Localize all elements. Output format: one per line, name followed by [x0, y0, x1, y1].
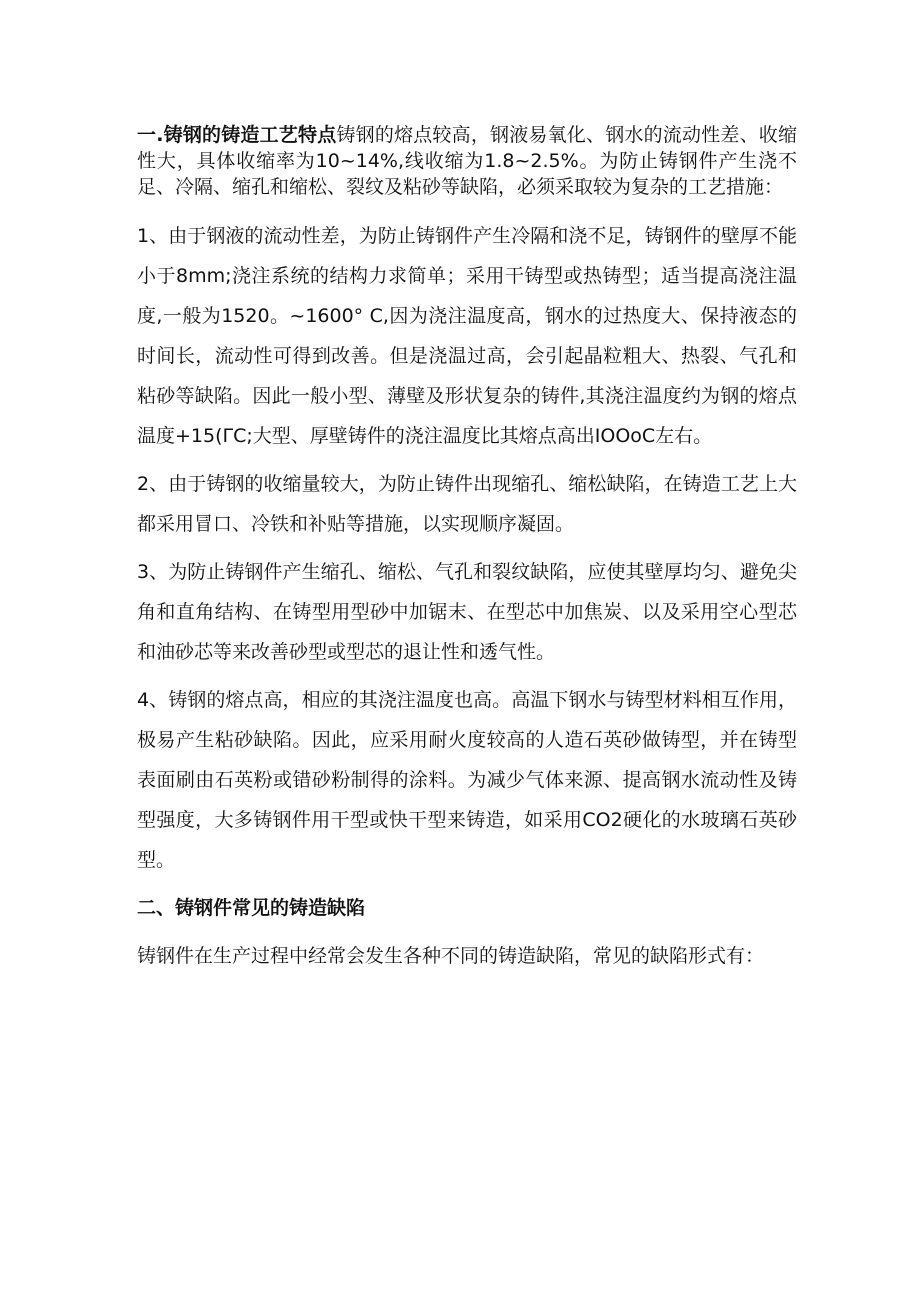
- paragraph-3: 3、为防止铸钢件产生缩孔、缩松、气孔和裂纹缺陷，应使其壁厚均匀、避免尖角和直角结构、在铸型用型砂中加锯末、在型芯中加焦炭、以及采用空心型芯和油砂芯等来改善砂型或型芯的退让性和透气性。: [137, 561, 797, 663]
- intro-text: 铸钢的熔点较高，钢液易氧化、钢水的流动性差、收缩性大，具体收缩率为10~14%,线收缩为1.8~2.5%。为防止铸钢件产生浇不足、冷隔、缩孔和缩松、裂纹及粘砂等缺陷，必须采取较为复杂的工艺措施：: [137, 124, 798, 198]
- intro-paragraph: [137, 122, 797, 200]
- section-title-2: 二、铸钢件常见的铸造缺陷: [137, 897, 366, 919]
- paragraph-2: 2、由于铸钢的收缩量较大，为防止铸件出现缩孔、缩松缺陷，在铸造工艺上大都采用冒口、冷铁和补贴等措施，以实现顺序凝固。: [137, 473, 797, 535]
- section-title-1: 一.铸钢的铸造工艺特点: [137, 124, 337, 146]
- paragraph-4: 4、铸钢的熔点高，相应的其浇注温度也高。高温下钢水与铸型材料相互作用，极易产生粘砂缺陷。因此，应采用耐火度较高的人造石英砂做铸型，并在铸型表面刷由石英粉或错砂粉制得的涂料。为减少气体来源、提高钢水流动性及铸型强度，大多铸钢件用干型或快干型来铸造，如采用CO2硬化的水玻璃石英砂型。: [137, 689, 797, 871]
- paragraph-1: 1、由于钢液的流动性差，为防止铸钢件产生冷隔和浇不足，铸钢件的壁厚不能小于8mm;浇注系统的结构力求简单；采用干铸型或热铸型；适当提高浇注温度,一般为1520。~1600° C,因为浇注温度高，钢水的过热度大、保持液态的时间长，流动性可得到改善。但是浇温过高，会引起晶粒粗大、热裂、气孔和粘砂等缺陷。因此一般小型、薄壁及形状复杂的铸件,其浇注温度约为钢的熔点温度+15(ΓC;大型、厚壁铸件的浇注温度比其熔点高出IOOoC左右。: [137, 225, 797, 447]
- document-body: [137, 122, 797, 976]
- closing-paragraph: 铸钢件在生产过程中经常会发生各种不同的铸造缺陷，常见的缺陷形式有：: [137, 945, 765, 967]
